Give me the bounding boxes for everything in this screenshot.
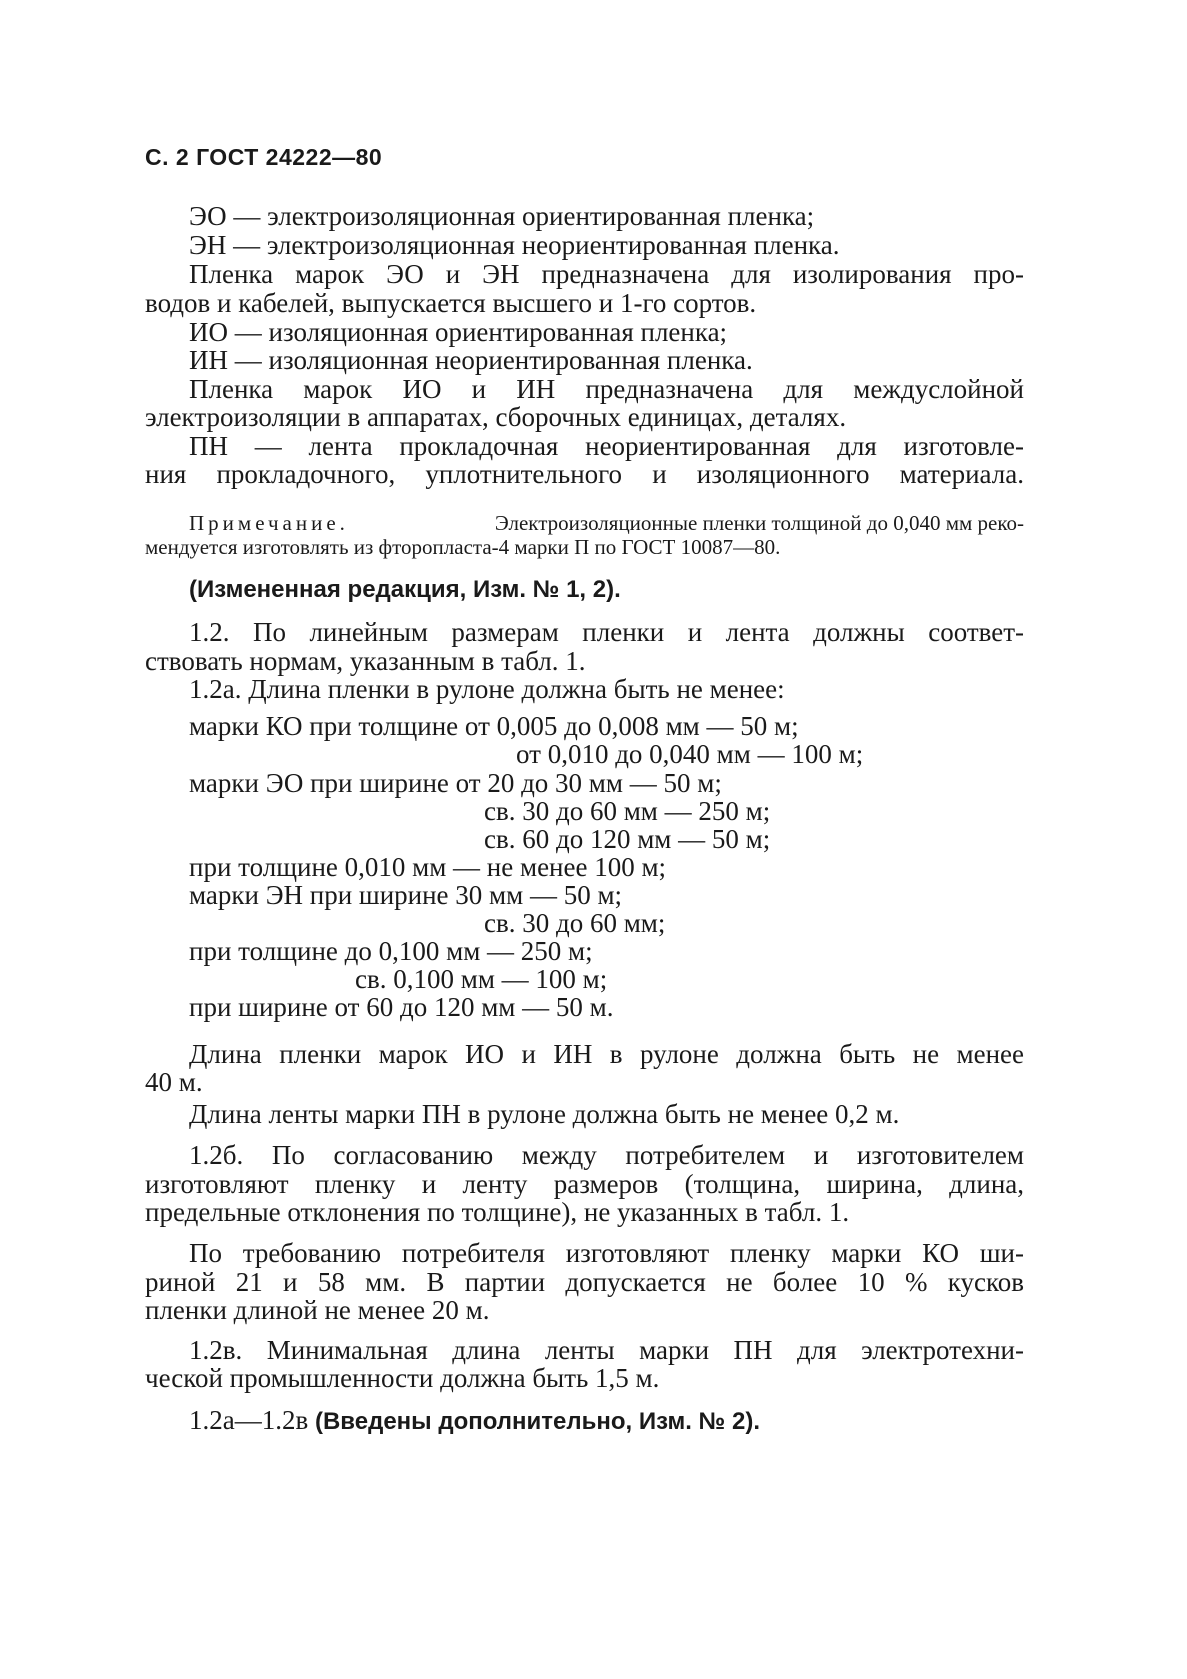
- list-line: св. 0,100 мм — 100 м;: [355, 964, 608, 994]
- page-header: С. 2 ГОСТ 24222—80: [145, 144, 383, 170]
- note-text: Электроизоляционные пленки толщиной до 0,040 мм реко-: [494, 511, 1024, 535]
- list-line: св. 60 до 120 мм — 50 м;: [484, 824, 771, 854]
- definition-eo: ЭО — электроизоляционная ориентированная пленка;: [189, 201, 815, 231]
- clause-1-2v: 1.2в. Минимальная длина ленты марки ПН для электротехни-: [189, 1335, 1024, 1365]
- final-amendment-bold: (Введены дополнительно, Изм. № 2).: [314, 1408, 760, 1435]
- final-amendment-prefix: 1.2а—1.2в: [189, 1405, 309, 1435]
- paragraph-line: водов и кабелей, выпускается высшего и 1-го сортов.: [145, 288, 757, 318]
- paragraph-line: Пленка марок ЭО и ЭН предназначена для изолирования про-: [189, 259, 1024, 289]
- definition-io: ИО — изоляционная ориентированная пленка;: [189, 317, 728, 347]
- amendment-note: (Измененная редакция, Изм. № 1, 2).: [189, 576, 621, 603]
- note-line-2: мендуется изготовлять из фторопласта-4 марки П по ГОСТ 10087—80.: [145, 535, 781, 559]
- paragraph-line: изготовляют пленку и ленту размеров (толщина, ширина, длина,: [145, 1169, 1024, 1199]
- paragraph-line: 40 м.: [145, 1067, 203, 1097]
- paragraph-line: риной 21 и 58 мм. В партии допускается не более 10 % кусков: [145, 1267, 1024, 1297]
- paragraph-line: пленки длиной не менее 20 м.: [145, 1295, 490, 1325]
- list-line: св. 30 до 60 мм — 250 м;: [484, 796, 771, 826]
- definition-in: ИН — изоляционная неориентированная пленка.: [189, 345, 753, 375]
- clause-1-2a: 1.2а. Длина пленки в рулоне должна быть не менее:: [189, 674, 785, 704]
- paragraph-line: предельные отклонения по толщине), не указанных в табл. 1.: [145, 1197, 850, 1227]
- list-line: при толщине 0,010 мм — не менее 100 м;: [189, 852, 667, 882]
- final-amendment: [189, 1407, 760, 1434]
- list-line: при толщине до 0,100 мм — 250 м;: [189, 936, 593, 966]
- paragraph-line: Длина пленки марок ИО и ИН в рулоне должна быть не менее: [189, 1039, 1024, 1069]
- clause-1-2: 1.2. По линейным размерам пленки и лента должны соответ-: [189, 617, 1024, 647]
- note-line-1: [189, 513, 1024, 534]
- list-line: от 0,010 до 0,040 мм — 100 м;: [516, 739, 864, 769]
- paragraph-line: Пленка марок ИО и ИН предназначена для междуслойной: [189, 374, 1024, 404]
- paragraph-line: ния прокладочного, уплотнительного и изоляционного материала.: [145, 459, 1024, 489]
- list-line: марки КО при толщине от 0,005 до 0,008 мм — 50 м;: [189, 711, 799, 741]
- list-line: марки ЭО при ширине от 20 до 30 мм — 50 м;: [189, 768, 722, 798]
- paragraph-line: По требованию потребителя изготовляют пленку марки КО ши-: [189, 1238, 1024, 1268]
- list-line: при ширине от 60 до 120 мм — 50 м.: [189, 992, 614, 1022]
- clause-1-2b: 1.2б. По согласованию между потребителем и изготовителем: [189, 1140, 1024, 1170]
- definition-pn: ПН — лента прокладочная неориентированная для изготовле-: [189, 431, 1024, 461]
- clause-1-2-cont: ствовать нормам, указанным в табл. 1.: [145, 646, 586, 676]
- list-line: св. 30 до 60 мм;: [484, 908, 666, 938]
- note-label: Примечание.: [189, 511, 349, 535]
- paragraph-line: ческой промышленности должна быть 1,5 м.: [145, 1363, 660, 1393]
- definition-en: ЭН — электроизоляционная неориентированная пленка.: [189, 230, 840, 260]
- list-line: марки ЭН при ширине 30 мм — 50 м;: [189, 880, 623, 910]
- paragraph-line: электроизоляции в аппаратах, сборочных единицах, деталях.: [145, 402, 847, 432]
- paragraph-line: Длина ленты марки ПН в рулоне должна быть не менее 0,2 м.: [189, 1099, 900, 1129]
